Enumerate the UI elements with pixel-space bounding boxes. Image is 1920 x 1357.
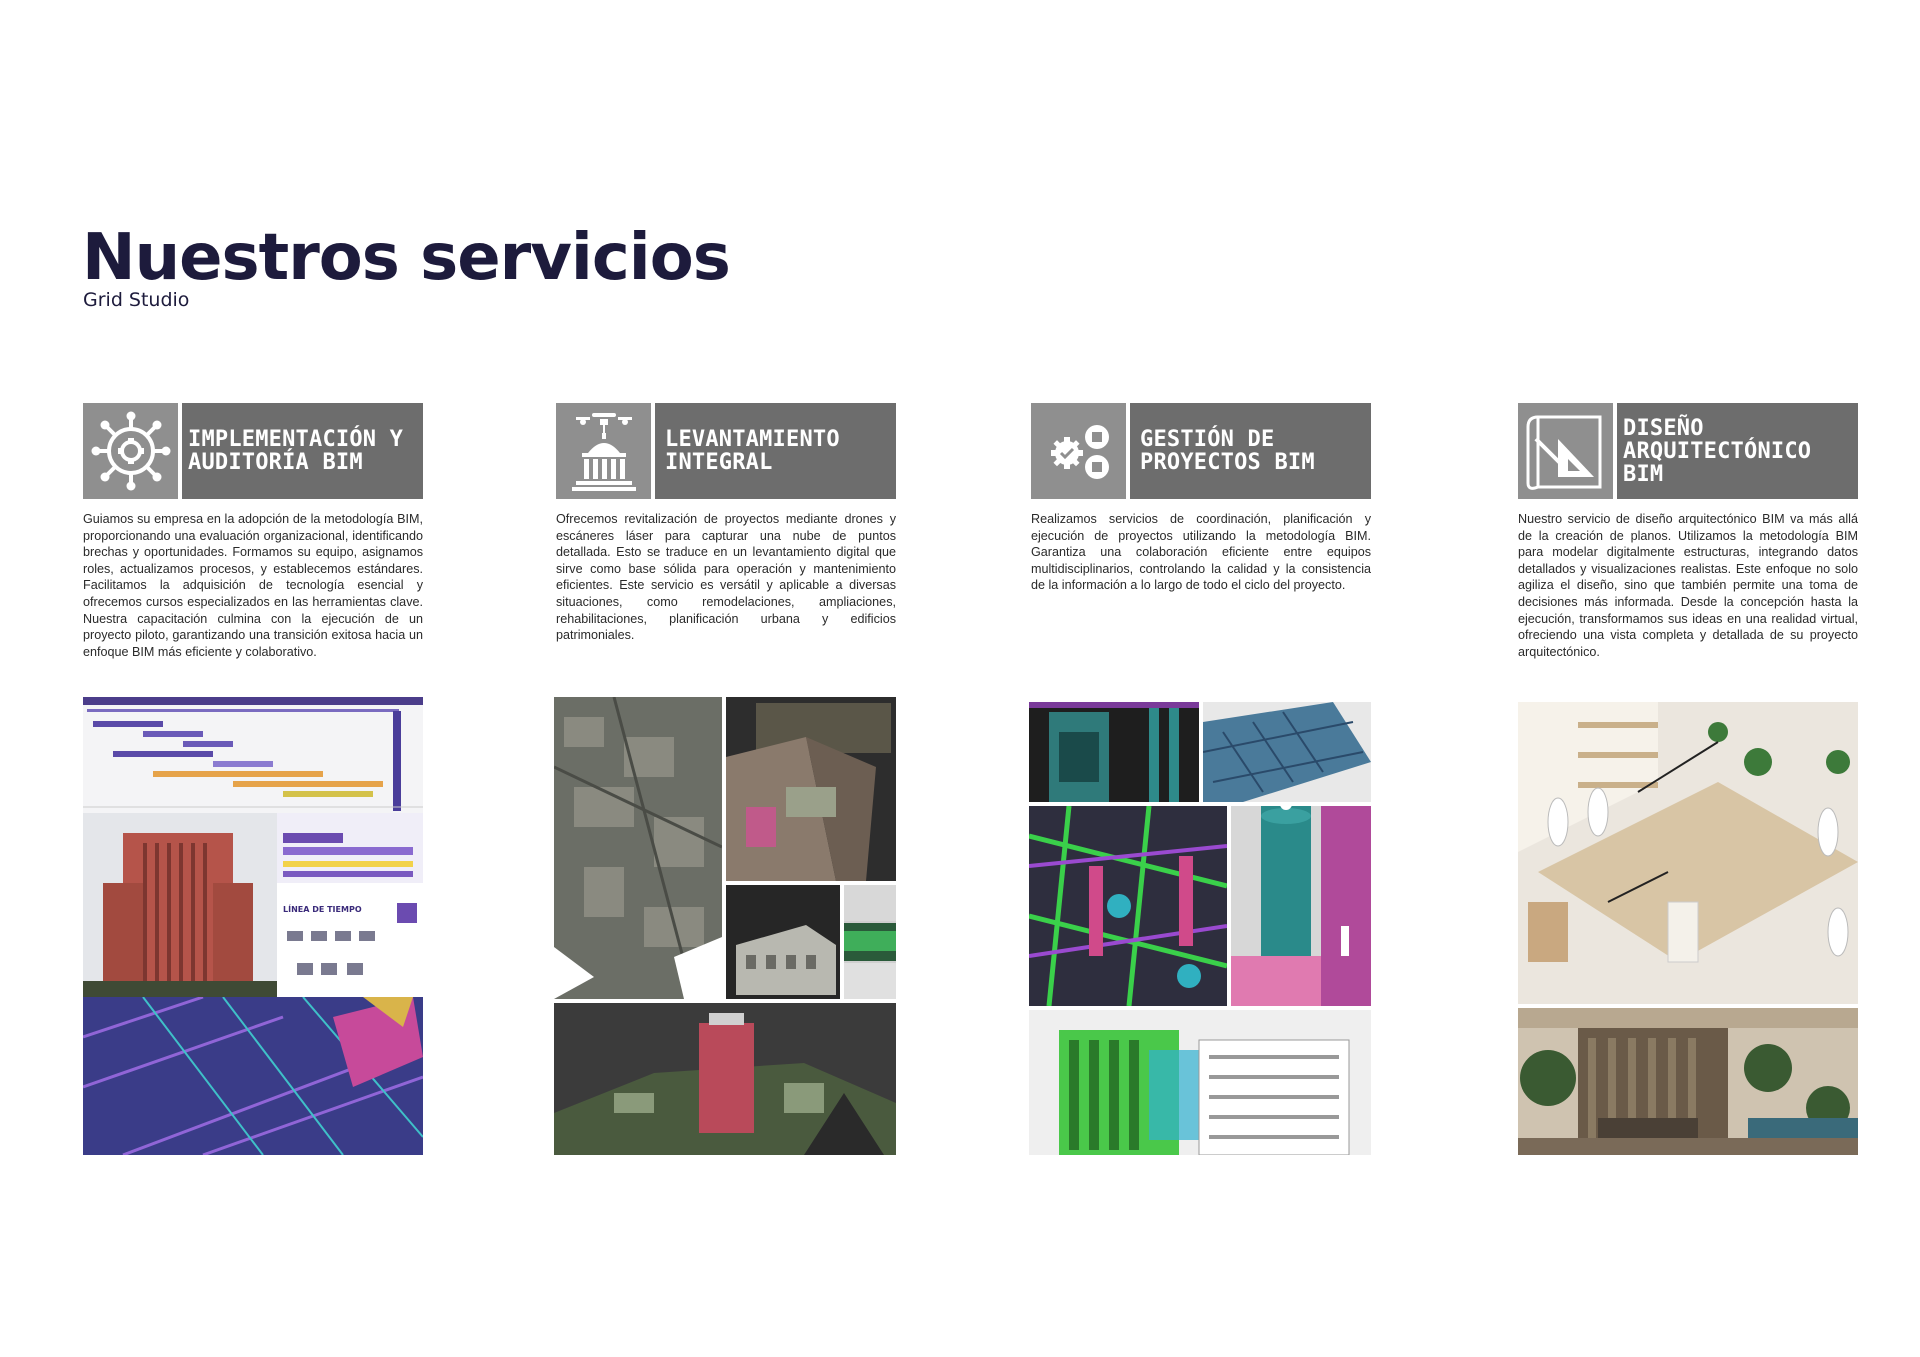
service-title: GESTIÓN DE PROYECTOS BIM [1130,403,1371,499]
virus-gear-icon [83,403,178,499]
model-building-render-image [1029,1010,1371,1155]
isometric-bim-model-image [83,997,423,1155]
terrace-render-image [1518,1008,1858,1155]
interior-isometric-render-image [1518,702,1858,1004]
drone-building-icon [556,403,651,499]
service-title: IMPLEMENTACIÓN Y AUDITORÍA BIM [182,403,423,499]
aerial-pointcloud-image [554,697,722,999]
service-description: Guiamos su empresa en la adopción de la metodología BIM, proporcionando una evaluación organizacional, identificando brechas y oportunidades. Formamos su equipo, asignamos roles, actualizamos procesos, y establecemos estándares. Facilitamos la adquisición de tecnología esencial y ofrecemos cursos especializados en las herramientas clave. Nuestra capacitación culmina con la ejecución de un proyecto piloto, garantizando una transición exitosa hacia un enfoque BIM más eficiente y colaborativo. [83,512,423,659]
service-header [1031,403,1371,499]
timeline-document-image [277,813,423,997]
model-column-image [1231,806,1371,1006]
service-column-gestion [1031,403,1371,594]
model-grid-image [1203,702,1371,802]
city-pointcloud-image [554,1003,896,1155]
service-column-implementacion [83,403,423,660]
scan-thumbnails-image [844,885,896,999]
service-column-levantamiento [556,403,896,644]
service-header [1518,403,1858,499]
scan-3d-building-image [726,697,896,881]
service-description: Nuestro servicio de diseño arquitectónico BIM va más allá de la creación de planos. Utilizamos la metodología BIM para modelar digitalmente estructuras, integrando datos detallados y visualizaciones realistas. Este enfoque no solo agiliza el diseño, sino que también permite una toma de decisiones más informada. Desde la concepción hasta la ejecución, transformamos sus ideas en una realidad virtual, ofreciendo una vista completa y detallada de su proyecto arquitectónico. [1518,512,1858,659]
scan-detail-image [726,885,840,999]
gestion-image-collage [1029,702,1371,1155]
model-facade-image [1029,702,1199,802]
model-structure-image [1029,806,1227,1006]
service-title: LEVANTAMIENTO INTEGRAL [655,403,896,499]
gantt-chart-image [83,697,423,813]
diseno-image-collage [1518,702,1858,1155]
service-description: Realizamos servicios de coordinación, planificación y ejecución de proyectos utilizando la metodología BIM. Garantiza una colaboración eficiente entre equipos multidisciplinarios, controlando la calidad y la consistencia de la información a lo largo de todo el ciclo del proyecto. [1031,512,1371,593]
service-column-diseno [1518,403,1858,660]
levantamiento-image-collage [554,697,896,1155]
page-title: Nuestros servicios [82,221,730,295]
timeline-heading: LÍNEA DE TIEMPO [283,905,362,914]
building-photo [83,813,277,997]
service-description: Ofrecemos revitalización de proyectos mediante drones y escáneres láser para capturar una nube de puntos detallada. Esto se traduce en un levantamiento digital que sirve como base sólida para operación y mantenimiento eficientes. Este servicio es versátil y aplicable a diversas situaciones, como remodelaciones, ampliaciones, rehabilitaciones, planificación urbana y edificios patrimoniales. [556,512,896,643]
blueprint-ruler-icon [1518,403,1613,499]
service-header [83,403,423,499]
service-header [556,403,896,499]
implementacion-image-collage [83,697,423,1155]
service-title: DISEÑO ARQUITECTÓNICO BIM [1617,403,1858,499]
page-subtitle: Grid Studio [83,289,190,311]
gear-boxes-icon [1031,403,1126,499]
